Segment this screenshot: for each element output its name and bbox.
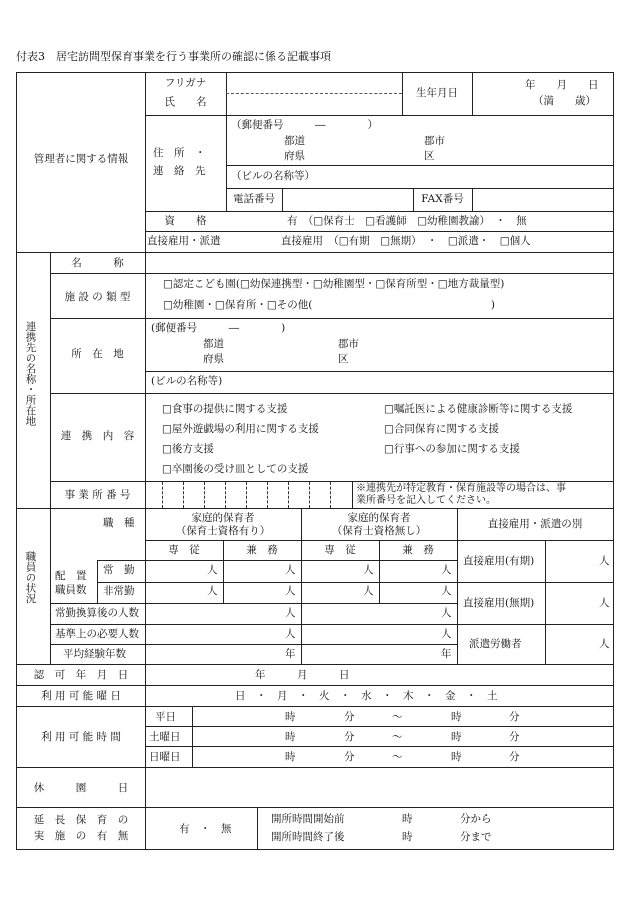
partner-building[interactable]: (ビルの名称等) bbox=[151, 375, 223, 387]
office-note: ※連携先が特定教育・保育施設等の場合は、事 bbox=[356, 483, 566, 494]
unit-fun: 分 bbox=[509, 711, 520, 723]
partner-postal[interactable]: (郵便番号 ― ) bbox=[151, 322, 286, 334]
name-label: 氏 名 bbox=[164, 96, 207, 108]
weekday-label: 平日 bbox=[155, 711, 176, 723]
phone-label: 電話番号 bbox=[233, 193, 275, 205]
furigana-field[interactable] bbox=[228, 75, 400, 92]
haken-label: 派遣労働者 bbox=[469, 638, 522, 650]
facility-type-line2[interactable]: □幼稚園・□保育所・□その他( ) bbox=[163, 299, 495, 311]
age-value: （満 歳） bbox=[533, 95, 596, 107]
content-check[interactable]: □嘱託医による健康診断等に関する支援 bbox=[384, 403, 573, 415]
office-note: 業所番号を記入してください。 bbox=[356, 495, 496, 506]
unit-nin: 人 bbox=[599, 555, 610, 567]
approval-label: 認 可 年 月 日 bbox=[33, 669, 129, 681]
range-tilde: ～ bbox=[392, 711, 403, 723]
direct-fixed-label: 直接雇用(有期) bbox=[463, 555, 535, 567]
manager-section-label: 管理者に関する情報 bbox=[33, 153, 129, 165]
qualification-label: 資 格 bbox=[164, 215, 207, 227]
birth-label: 生年月日 bbox=[416, 87, 458, 99]
unit-fun: 分 bbox=[509, 751, 520, 763]
unit-fun: 分 bbox=[344, 731, 355, 743]
sunday-label: 日曜日 bbox=[149, 751, 181, 763]
todofu-label: 都道 bbox=[284, 135, 305, 147]
furigana-label: フリガナ bbox=[164, 77, 207, 89]
unit-ji: 時 bbox=[285, 751, 296, 763]
unit-ji: 時 bbox=[451, 711, 462, 723]
todofu-label: 府県 bbox=[284, 150, 305, 162]
unit-ji: 時 bbox=[402, 831, 413, 843]
unit-nen: 年 bbox=[441, 648, 452, 660]
col-header: 家庭的保育者 bbox=[191, 512, 255, 524]
unit-nin: 人 bbox=[207, 564, 218, 576]
gunshi-label: 郡市 bbox=[424, 135, 445, 147]
before-open-label: 開所時間開始前 bbox=[271, 813, 345, 825]
days-value[interactable]: 日 ・ 月 ・ 火 ・ 水 ・ 木 ・ 金 ・ 土 bbox=[235, 690, 498, 702]
unit-nin: 人 bbox=[285, 607, 296, 619]
content-label: 連 携 内 容 bbox=[60, 430, 135, 442]
staff-section-label: 職員の状況 bbox=[24, 551, 37, 604]
partner-name-label: 名 称 bbox=[71, 257, 124, 269]
senju-header: 専 従 bbox=[324, 544, 356, 556]
heikin-label: 平均経験年数 bbox=[63, 648, 126, 660]
content-check[interactable]: □食事の提供に関する支援 bbox=[162, 403, 288, 415]
content-check[interactable]: □卒園後の受け皿としての支援 bbox=[162, 463, 309, 475]
facility-type-line1[interactable]: □認定こども園(□幼保連携型・□幼稚園型・□保育所型・□地方裁量型) bbox=[163, 278, 505, 290]
unit-nin: 人 bbox=[441, 628, 452, 640]
after-close-label: 開所時間終了後 bbox=[271, 831, 345, 843]
col-header: 家庭的保育者 bbox=[347, 512, 411, 524]
kijun-label: 基準上の必要人数 bbox=[55, 628, 139, 640]
unit-nin: 人 bbox=[285, 628, 296, 640]
unit-nin: 人 bbox=[599, 638, 610, 650]
manager-postal[interactable]: （郵便番号 ― ） bbox=[231, 119, 378, 131]
unit-ji: 時 bbox=[451, 751, 462, 763]
jokin-label: 常 勤 bbox=[103, 564, 135, 576]
saturday-label: 土曜日 bbox=[149, 731, 181, 743]
qualification-value[interactable]: 有 （□保育士 □看護師 □幼稚園教諭） ・ 無 bbox=[287, 215, 527, 227]
col-header: 直接雇用・派遣の別 bbox=[487, 518, 583, 530]
unit-nin: 人 bbox=[285, 585, 296, 597]
registration-form bbox=[16, 72, 614, 850]
col-header: （保育士資格有り） bbox=[175, 525, 271, 537]
unit-nin: 人 bbox=[441, 607, 452, 619]
unit-nen: 年 bbox=[285, 648, 296, 660]
page-title: 付表3 居宅訪問型保育事業を行う事業所の確認に係る記載事項 bbox=[16, 50, 331, 63]
unit-fun: 分 bbox=[344, 751, 355, 763]
holiday-label: 休 園 日 bbox=[33, 782, 129, 794]
range-tilde: ～ bbox=[392, 731, 403, 743]
unit-ji: 時 bbox=[451, 731, 462, 743]
col-header: （保育士資格無し） bbox=[331, 525, 427, 537]
haichi-label: 配 置 bbox=[55, 570, 87, 582]
shokushu-label: 職 種 bbox=[103, 517, 135, 529]
partner-section-label: 連携先の名称・所在地 bbox=[24, 321, 37, 426]
from-label: 分から bbox=[460, 813, 492, 825]
gunshi-label: 区 bbox=[424, 150, 435, 162]
unit-ji: 時 bbox=[402, 813, 413, 825]
hours-label: 利 用 可 能 時 間 bbox=[41, 731, 121, 743]
extended-value[interactable]: 有 ・ 無 bbox=[179, 823, 232, 835]
days-label: 利 用 可 能 曜 日 bbox=[41, 690, 121, 702]
birth-value[interactable]: 年 月 日 bbox=[525, 79, 599, 91]
direct-open-label: 直接雇用(無期) bbox=[463, 597, 535, 609]
kenmu-header: 兼 務 bbox=[402, 544, 434, 556]
unit-nin: 人 bbox=[207, 585, 218, 597]
facility-type-label: 施 設 の 類 型 bbox=[64, 291, 131, 303]
office-number-label: 事 業 所 番 号 bbox=[64, 489, 131, 501]
unit-ji: 時 bbox=[285, 731, 296, 743]
unit-ji: 時 bbox=[285, 711, 296, 723]
gunshi-label: 区 bbox=[338, 353, 349, 365]
haichi-label: 職員数 bbox=[55, 584, 87, 596]
location-label: 所 在 地 bbox=[71, 348, 124, 360]
kenmu-header: 兼 務 bbox=[246, 544, 278, 556]
content-check[interactable]: □行事への参加に関する支援 bbox=[384, 443, 520, 455]
content-check[interactable]: □屋外遊戯場の利用に関する支援 bbox=[162, 423, 319, 435]
unit-fun: 分 bbox=[509, 731, 520, 743]
unit-fun: 分 bbox=[344, 711, 355, 723]
unit-nin: 人 bbox=[363, 564, 374, 576]
unit-nin: 人 bbox=[285, 564, 296, 576]
todofu-label: 府県 bbox=[203, 353, 224, 365]
gunshi-label: 郡市 bbox=[338, 338, 359, 350]
manager-building[interactable]: （ビルの名称等） bbox=[231, 170, 315, 182]
extended-label: 延 長 保 育 の bbox=[33, 814, 129, 826]
unit-nin: 人 bbox=[599, 597, 610, 609]
senju-header: 専 従 bbox=[168, 544, 200, 556]
until-label: 分まで bbox=[460, 831, 492, 843]
fax-label: FAX番号 bbox=[421, 193, 464, 205]
approval-value[interactable]: 年 月 日 bbox=[255, 669, 350, 681]
extended-label: 実 施 の 有 無 bbox=[33, 830, 129, 842]
range-tilde: ～ bbox=[392, 751, 403, 763]
name-field[interactable] bbox=[228, 95, 400, 113]
jokin-kanzan-label: 常勤換算後の人数 bbox=[55, 607, 139, 619]
content-check[interactable]: □後方支援 bbox=[162, 443, 214, 455]
address-label: 住 所 ・ bbox=[153, 147, 206, 159]
content-check[interactable]: □合同保育に関する支援 bbox=[384, 423, 499, 435]
employment-label: 直接雇用・派遣 bbox=[147, 235, 221, 247]
contact-label: 連 絡 先 bbox=[153, 165, 206, 177]
unit-nin: 人 bbox=[363, 585, 374, 597]
employment-value[interactable]: 直接雇用 （□有期 □無期） ・ □派遣・ □個人 bbox=[281, 235, 531, 247]
unit-nin: 人 bbox=[441, 564, 452, 576]
unit-nin: 人 bbox=[441, 585, 452, 597]
hijokin-label: 非常勤 bbox=[103, 585, 135, 597]
todofu-label: 都道 bbox=[203, 338, 224, 350]
